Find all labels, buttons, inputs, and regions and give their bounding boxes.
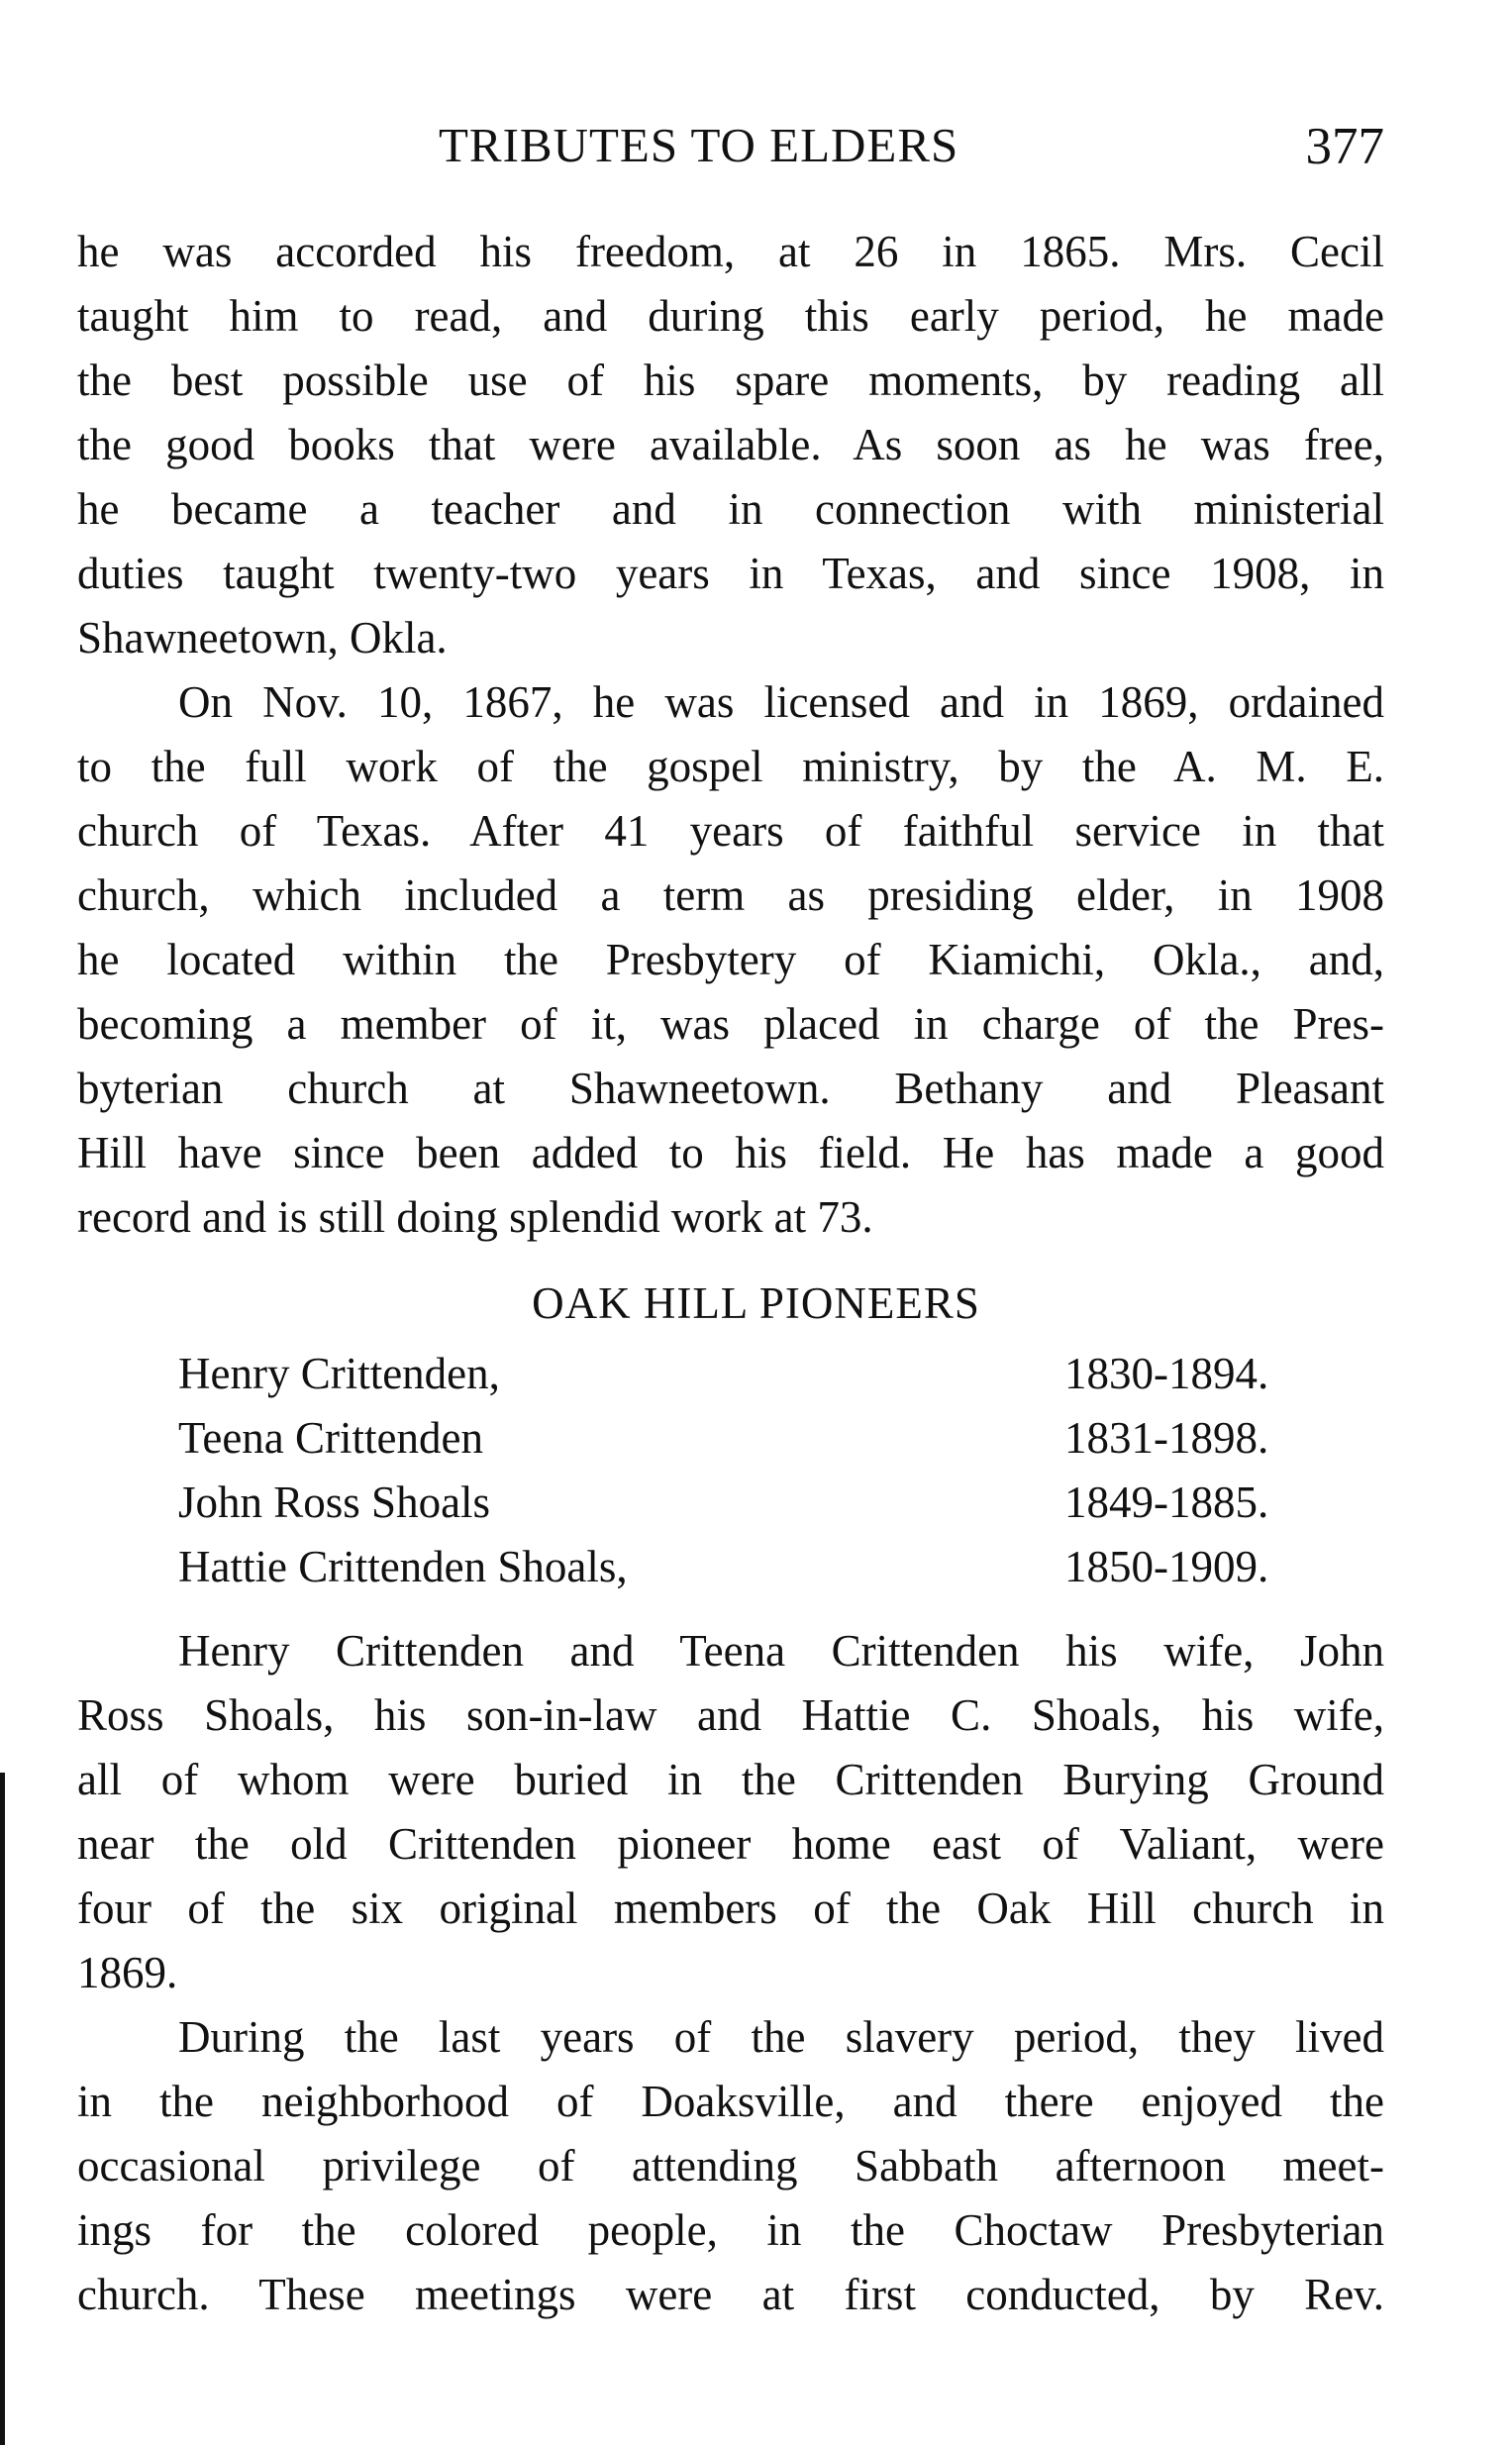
text-line: the good books that were available. As soon as he was free, bbox=[77, 420, 1384, 469]
pioneer-dates: 1849-1885. bbox=[1064, 1477, 1269, 1527]
text-line: During the last years of the slavery period, they lived bbox=[178, 2012, 1384, 2062]
paragraph-ministry bbox=[77, 670, 1384, 1250]
section-title: OAK HILL PIONEERS bbox=[532, 1278, 980, 1328]
pioneer-name: John Ross Shoals bbox=[178, 1477, 491, 1527]
page-number: 377 bbox=[1305, 118, 1384, 175]
text-line: four of the six original members of the Oak Hill church in bbox=[77, 1884, 1384, 1933]
pioneer-dates: 1831-1898. bbox=[1064, 1413, 1269, 1463]
pioneer-name: Hattie Crittenden Shoals, bbox=[178, 1542, 628, 1591]
text-line: church. These meetings were at first conducted, by Rev. bbox=[77, 2270, 1384, 2319]
paragraph-pioneers bbox=[77, 1619, 1384, 2005]
list-item bbox=[178, 1535, 1297, 1599]
list-item bbox=[178, 1471, 1297, 1535]
text-line: near the old Crittenden pioneer home east of Valiant, were bbox=[77, 1819, 1384, 1869]
text-line: he became a teacher and in connection with ministerial bbox=[77, 484, 1384, 534]
text-line: Henry Crittenden and Teena Crittenden his wife, John bbox=[178, 1626, 1384, 1676]
pioneers-list bbox=[178, 1342, 1297, 1599]
text-line: occasional privilege of attending Sabbath afternoon meet- bbox=[77, 2141, 1384, 2190]
text-line: to the full work of the gospel ministry, by the A. M. E. bbox=[77, 742, 1384, 791]
running-title: TRIBUTES TO ELDERS bbox=[439, 118, 959, 172]
text-line: he was accorded his freedom, at 26 in 1865. Mrs. Cecil bbox=[77, 227, 1384, 276]
text-line: in the neighborhood of Doaksville, and there enjoyed the bbox=[77, 2077, 1384, 2126]
text-line: Hill have since been added to his field. He has made a good bbox=[77, 1128, 1384, 1177]
pioneer-dates: 1830-1894. bbox=[1064, 1349, 1269, 1398]
paragraph-slavery-period bbox=[77, 2005, 1384, 2327]
text-line: becoming a member of it, was placed in charge of the Pres- bbox=[77, 999, 1384, 1049]
list-item bbox=[178, 1406, 1297, 1471]
text-line: Ross Shoals, his son-in-law and Hattie C. Shoals, his wife, bbox=[77, 1690, 1384, 1740]
page-edge-rule bbox=[0, 1773, 5, 2445]
text-line: church of Texas. After 41 years of faithful service in that bbox=[77, 806, 1384, 856]
list-item bbox=[178, 1342, 1297, 1406]
text-line: he located within the Presbytery of Kiamichi, Okla., and, bbox=[77, 935, 1384, 984]
paragraph-freedom bbox=[77, 220, 1384, 670]
text-line: Shawneetown, Okla. bbox=[77, 613, 448, 662]
text-line: record and is still doing splendid work at 73. bbox=[77, 1192, 873, 1242]
text-line: 1869. bbox=[77, 1948, 178, 1997]
text-line: On Nov. 10, 1867, he was licensed and in 1869, ordained bbox=[178, 677, 1384, 727]
page-header bbox=[77, 117, 1384, 186]
text-line: ings for the colored people, in the Choctaw Presbyterian bbox=[77, 2205, 1384, 2255]
text-line: the best possible use of his spare moments, by reading all bbox=[77, 356, 1384, 405]
text-line: church, which included a term as presiding elder, in 1908 bbox=[77, 870, 1384, 920]
text-line: byterian church at Shawneetown. Bethany and Pleasant bbox=[77, 1064, 1384, 1113]
pioneer-name: Henry Crittenden, bbox=[178, 1349, 500, 1398]
pioneer-name: Teena Crittenden bbox=[178, 1413, 483, 1463]
pioneer-dates: 1850-1909. bbox=[1064, 1542, 1269, 1591]
text-line: all of whom were buried in the Crittenden Burying Ground bbox=[77, 1755, 1384, 1804]
text-line: duties taught twenty-two years in Texas, and since 1908, in bbox=[77, 549, 1384, 598]
text-line: taught him to read, and during this early period, he made bbox=[77, 291, 1384, 341]
